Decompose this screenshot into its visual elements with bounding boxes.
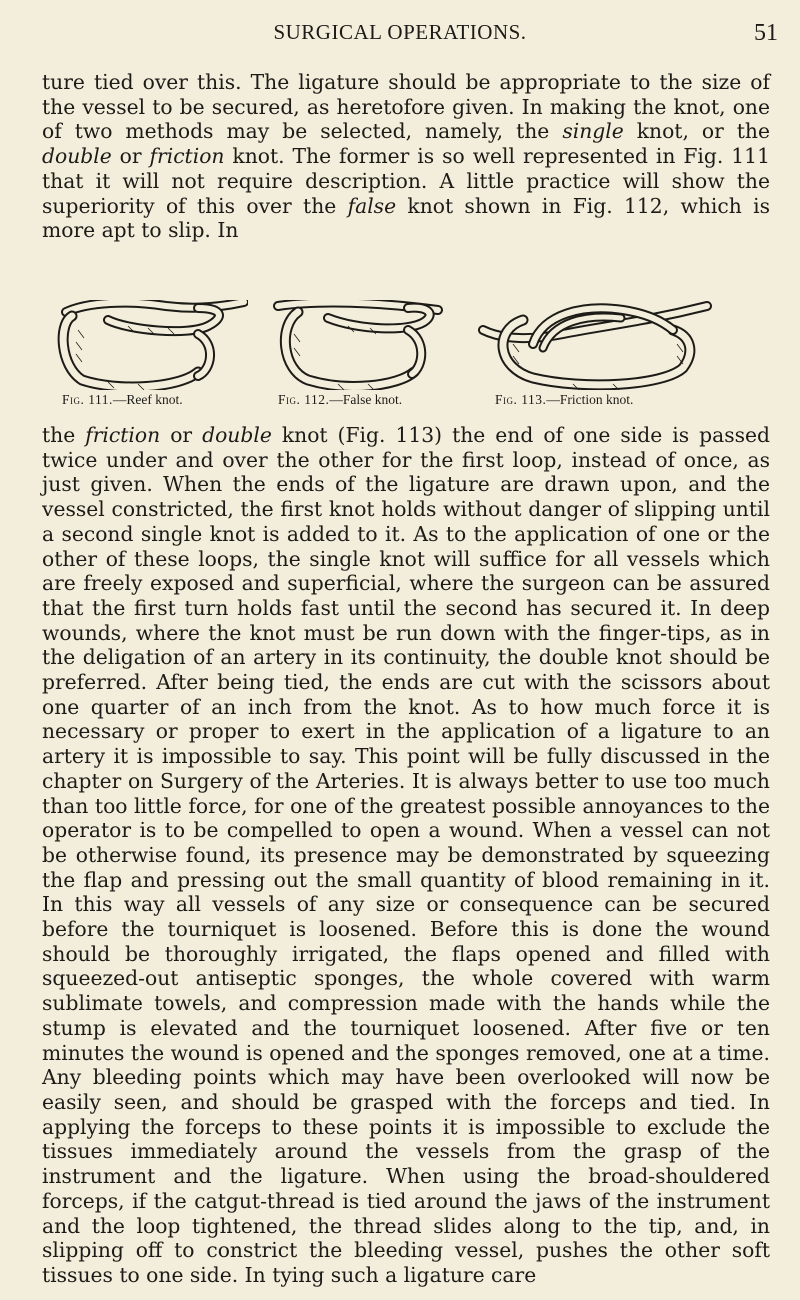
figure-caption: [278, 392, 402, 408]
text-run: knot, or the: [623, 119, 770, 144]
text-run: or: [160, 423, 203, 447]
text-run: knot. The former is so well represented in Fig. 111 that it will not require description. A little practice will show the superiority of this over the: [42, 144, 770, 218]
text-run: ture tied over this. The ligature should be appropriate to the size of the vessel to be secured, as heretofore given. In making the knot, one of two methods may be selected, namely, the: [42, 70, 770, 144]
paragraph-main: [42, 423, 770, 1288]
page-header: [0, 18, 800, 58]
emphasis-single: single: [562, 119, 624, 144]
text-run: knot shown in Fig. 112, which is more apt to slip. In: [42, 193, 770, 243]
figure-title: —False knot.: [329, 392, 403, 407]
emphasis-friction: friction: [149, 144, 225, 169]
figure-number: Fig. 111.: [62, 392, 113, 407]
text-run: the: [42, 423, 86, 447]
friction-knot-icon: [473, 300, 713, 390]
emphasis-double: double: [202, 423, 272, 447]
figure-title: —Reef knot.: [112, 392, 183, 407]
text-run: or: [111, 144, 150, 169]
running-head: SURGICAL OPERATIONS.: [273, 20, 527, 44]
figure-number: Fig. 113.: [495, 392, 547, 407]
text-run: knot (Fig. 113) the end of one side is passed twice under and over the other for the first loop, instead of once, as just given. When the ends of the ligature are drawn upon, and the vessel constricted, the first knot holds without danger of slipping until a second single knot is added to it. As to the application of one or the other of these loops, the single knot will suffice for all vessels which are freely exposed and superficial, where the surgeon can be assured that the first turn holds fast until the second has secured it. In deep wounds, where the knot must be run down with the finger-tips, as in the deligation of an artery in its continuity, the double knot should be preferred. After being tied, the ends are cut with the scissors about one quarter of an inch from the knot. As to how much force it is necessary or proper to exert in the application of a ligature to an artery it is impossible to say. This point will be fully discussed in the chapter on Surgery of the Arteries. It is always better to use too much than too little force, for one of the greatest possible annoyances to the operator is to be compelled to open a wound. When a vessel can not be otherwise found, its presence may be demonstrated by squeezing the flap and pressing out the small quantity of blood remaining in it. In this way all vessels of any size or consequence can be secured before the tourniquet is loosened. Before this is done the wound should be thoroughly irrigated, the flaps opened and filled with squeezed-out antiseptic sponges, the whole covered with warm sublimate towels, and compression made with the hands while the stump is elevated and the tourniquet loosened. After five or ten minutes the wound is opened and the sponges removed, one at a time. Any bleeding points which may have been overlooked will now be easily seen, and should be grasped with the forceps and tied. In applying the forceps to these points it is impossible to exclude the tissues immediately around the vessels from the grasp of the instrument and the ligature. When using the broad-shouldered forceps, if the catgut-thread is tied around the jaws of the instrument and the loop tightened, the thread slides along to the tip, and, in slipping off to constrict the bleeding vessel, pushes the other soft tissues to one side. In tying such a ligature care: [42, 423, 770, 1287]
emphasis-double: double: [42, 144, 112, 169]
figure-caption: [495, 392, 633, 408]
emphasis-friction: friction: [85, 423, 161, 447]
figure-caption: [62, 392, 183, 408]
figure-title: —Friction knot.: [546, 392, 634, 407]
figure-number: Fig. 112.: [278, 392, 330, 407]
figure-112: [258, 300, 498, 418]
false-knot-icon: [258, 300, 458, 390]
figure-113: [473, 300, 768, 418]
figure-111: [48, 300, 268, 418]
page-number: 51: [754, 20, 778, 46]
emphasis-false: false: [347, 193, 397, 218]
figure-row: [48, 300, 768, 418]
reef-knot-icon: [48, 300, 248, 390]
paragraph-top: [42, 70, 770, 294]
